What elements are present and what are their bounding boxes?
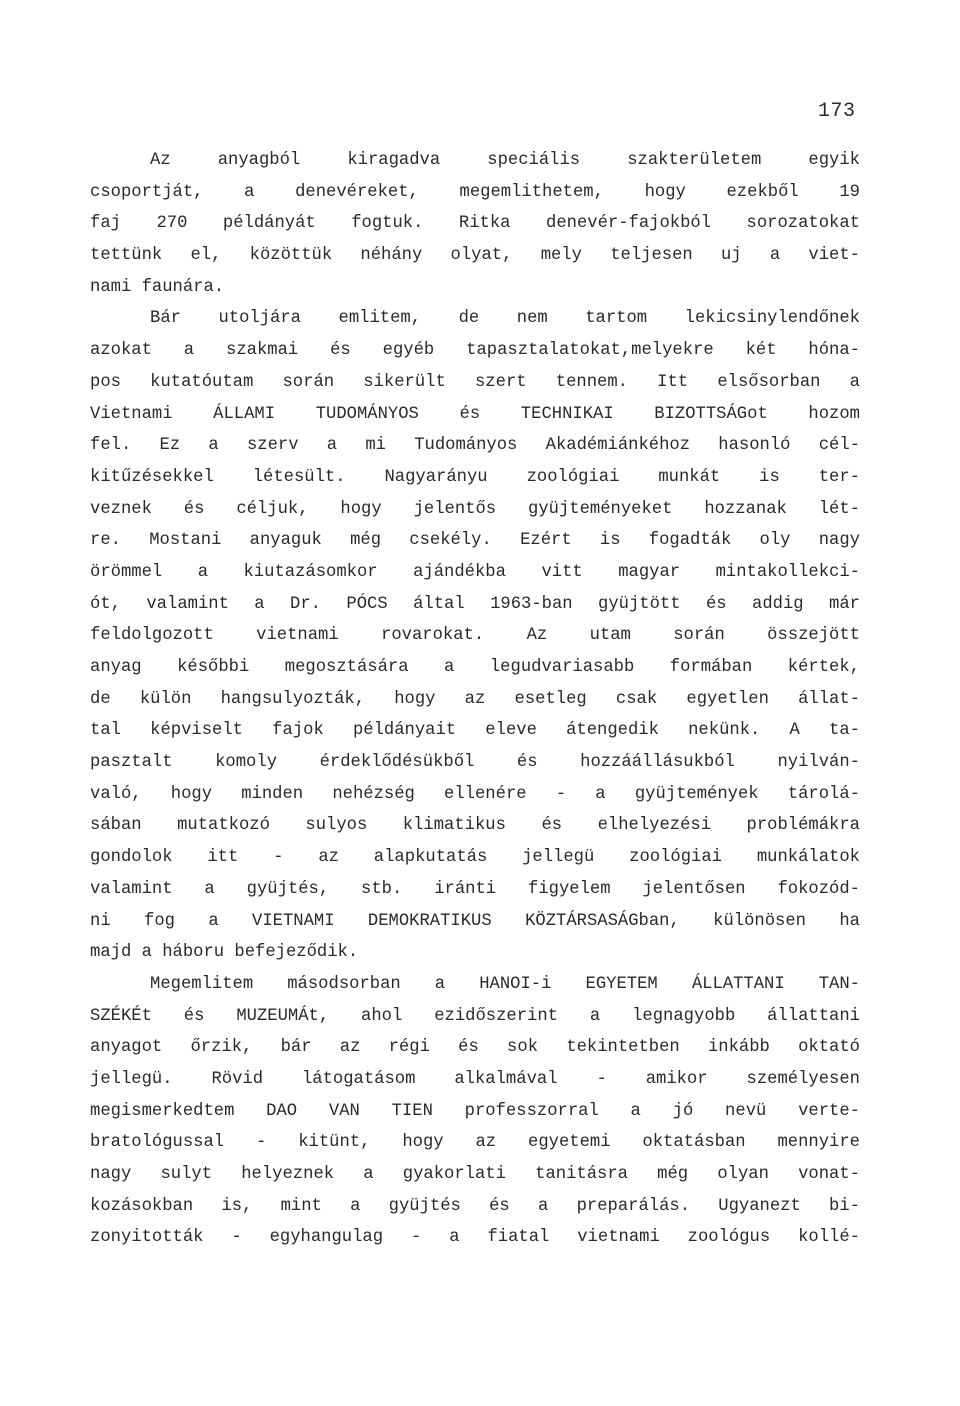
text-line: örömmel a kiutazásomkor ajándékba vitt magyar mintakollekci- bbox=[90, 562, 860, 582]
text-line: megismerkedtem DAO VAN TIEN professzorral a jó nevü verte- bbox=[90, 1101, 860, 1121]
text-line: tettünk el, közöttük néhány olyat, mely teljesen uj a viet- bbox=[90, 246, 860, 266]
text-line: gondolok itt - az alapkutatás jellegü zoológiai munkálatok bbox=[90, 848, 860, 868]
text-line: Vietnami ÁLLAMI TUDOMÁNYOS és TECHNIKAI BIZOTTSÁGot hozom bbox=[90, 404, 860, 424]
text-line: bratológussal - kitünt, hogy az egyetemi oktatásban mennyire bbox=[90, 1133, 860, 1153]
body-text bbox=[90, 145, 860, 1254]
text-line: Bár utoljára emlitem, de nem tartom lekicsinylendőnek bbox=[150, 309, 860, 329]
text-line: nami faunára. bbox=[90, 277, 225, 297]
text-line: valamint a gyüjtés, stb. iránti figyelem jelentősen fokozód- bbox=[90, 879, 860, 899]
text-line: SZÉKÉt és MUZEUMÁt, ahol ezidőszerint a legnagyobb állattani bbox=[90, 1006, 860, 1026]
text-line: zonyitották - egyhangulag - a fiatal vietnami zoológus kollé- bbox=[90, 1228, 860, 1248]
text-line: anyagot őrzik, bár az régi és sok tekintetben inkább oktató bbox=[90, 1038, 860, 1058]
text-line: csoportját, a denevéreket, megemlithetem, hogy ezekből 19 bbox=[90, 182, 860, 202]
text-line: ót, valamint a Dr. PÓCS által 1963-ban gyüjtött és addig már bbox=[90, 594, 860, 614]
text-line: feldolgozott vietnami rovarokat. Az utam során összejött bbox=[90, 626, 860, 646]
text-line: veznek és céljuk, hogy jelentős gyüjteményeket hozzanak lét- bbox=[90, 499, 860, 519]
page-number: 173 bbox=[818, 100, 856, 123]
text-line: faj 270 példányát fogtuk. Ritka denevér-fajokból sorozatokat bbox=[90, 214, 860, 234]
text-line: Megemlitem másodsorban a HANOI-i EGYETEM ÁLLATTANI TAN- bbox=[150, 974, 860, 994]
text-line: de külön hangsulyozták, hogy az esetleg csak egyetlen állat- bbox=[90, 689, 860, 709]
text-line: jellegü. Rövid látogatásom alkalmával - amikor személyesen bbox=[90, 1069, 860, 1089]
text-line: való, hogy minden nehézség ellenére - a gyüjtemények tárolá- bbox=[90, 784, 860, 804]
text-line: kitűzésekkel létesült. Nagyarányu zoológiai munkát is ter- bbox=[90, 467, 860, 487]
text-line: pos kutatóutam során sikerült szert tennem. Itt elsősorban a bbox=[90, 372, 860, 392]
text-line: Az anyagból kiragadva speciális szakterületem egyik bbox=[150, 151, 860, 170]
text-line: nagy sulyt helyeznek a gyakorlati tanitásra még olyan vonat- bbox=[90, 1165, 860, 1184]
text-line: tal képviselt fajok példányait eleve átengedik nekünk. A ta- bbox=[90, 721, 860, 741]
text-line: pasztalt komoly érdeklődésükből és hozzáállásukból nyilván- bbox=[90, 753, 860, 773]
text-line: anyag későbbi megosztására a legudvariasabb formában kértek, bbox=[90, 658, 860, 677]
text-line: kozásokban is, mint a gyüjtés és a preparálás. Ugyanezt bi- bbox=[90, 1196, 860, 1216]
text-line: ni fog a VIETNAMI DEMOKRATIKUS KÖZTÁRSASÁGban, különösen ha bbox=[90, 911, 860, 931]
text-line: sában mutatkozó sulyos klimatikus és elhelyezési problémákra bbox=[90, 816, 860, 836]
text-line: re. Mostani anyaguk még csekély. Ezért is fogadták oly nagy bbox=[90, 531, 860, 551]
text-line: fel. Ez a szerv a mi Tudományos Akadémiánkéhoz hasonló cél- bbox=[90, 436, 860, 456]
text-line: majd a háboru befejeződik. bbox=[90, 943, 359, 963]
text-line: azokat a szakmai és egyéb tapasztalatokat,melyekre két hóna- bbox=[90, 341, 860, 361]
